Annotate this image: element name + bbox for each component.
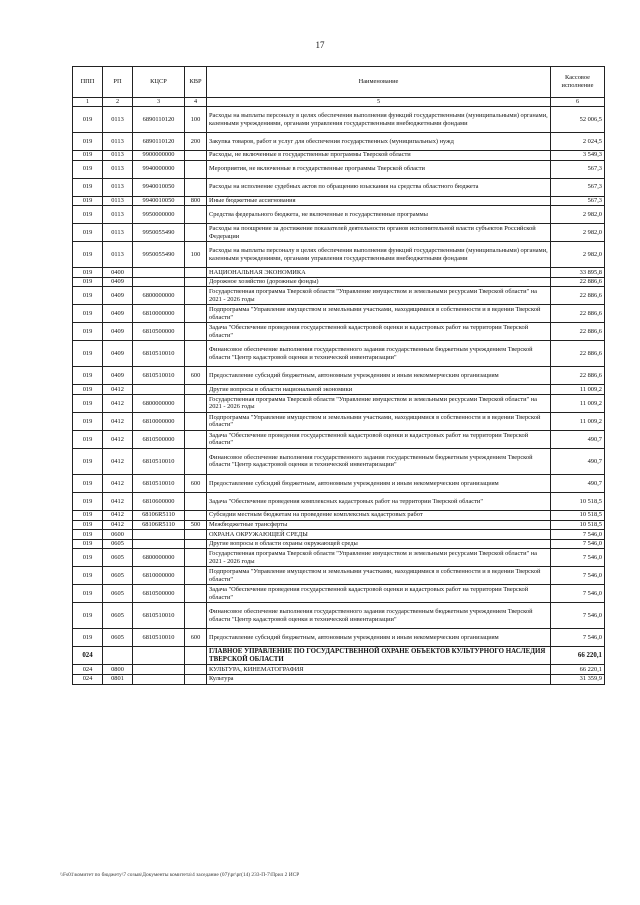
index-cell: 4 <box>185 98 207 107</box>
cell-name: Государственная программа Тверской области "Управление имуществом и земельными ресурсами Тверской области" на 2021 - 2026 годы <box>207 549 551 567</box>
cell-amount: 7 546,0 <box>551 539 605 549</box>
cell-kcsr: 6800000000 <box>133 287 185 305</box>
cell-kvr <box>185 665 207 675</box>
cell-ppp: 019 <box>73 549 103 567</box>
cell-kcsr: 68106R5110 <box>133 520 185 530</box>
cell-kvr <box>185 567 207 585</box>
cell-amount: 567,3 <box>551 196 605 206</box>
table-row <box>73 549 605 567</box>
table-row <box>73 160 605 178</box>
cell-ppp: 019 <box>73 520 103 530</box>
cell-amount: 2 982,0 <box>551 206 605 224</box>
cell-rp: 0412 <box>103 510 133 520</box>
cell-rp: 0412 <box>103 448 133 474</box>
cell-ppp: 019 <box>73 277 103 287</box>
cell-name: Финансовое обеспечение выполнения государственного задания государственным бюджетным учреждением Тверской области "Центр кадастровой оценки и технической инвентаризации" <box>207 603 551 629</box>
cell-name: Субсидии местным бюджетам на проведение комплексных кадастровых работ <box>207 510 551 520</box>
cell-kcsr: 9900000000 <box>133 151 185 161</box>
header-kcsr: КЦСР <box>133 67 185 98</box>
cell-kvr <box>185 341 207 367</box>
cell-ppp: 019 <box>73 629 103 647</box>
table-row <box>73 287 605 305</box>
cell-ppp: 019 <box>73 224 103 242</box>
cell-amount: 11 009,2 <box>551 394 605 412</box>
cell-kvr: 200 <box>185 133 207 151</box>
table-row <box>73 510 605 520</box>
cell-rp: 0412 <box>103 385 133 395</box>
cell-kvr: 100 <box>185 107 207 133</box>
cell-kvr <box>185 585 207 603</box>
cell-rp: 0605 <box>103 629 133 647</box>
cell-rp: 0412 <box>103 492 133 510</box>
cell-kcsr: 9950055490 <box>133 224 185 242</box>
cell-amount: 490,7 <box>551 448 605 474</box>
file-path-footer: \\Fs01\комитет по бюджету\7 созыв\Документы комитета\4 заседание (07)\pr\pr(14) 233-П-7\Прил 2 ИСР <box>60 872 300 878</box>
cell-rp: 0605 <box>103 585 133 603</box>
cell-ppp: 019 <box>73 492 103 510</box>
cell-kvr <box>185 385 207 395</box>
cell-amount: 7 546,0 <box>551 567 605 585</box>
cell-rp: 0412 <box>103 394 133 412</box>
cell-name: Средства федерального бюджета, не включенные в государственные программы <box>207 206 551 224</box>
table-row <box>73 394 605 412</box>
cell-ppp: 019 <box>73 341 103 367</box>
cell-kcsr: 6810510010 <box>133 341 185 367</box>
cell-ppp: 019 <box>73 603 103 629</box>
cell-kcsr: 6800000000 <box>133 394 185 412</box>
table-row <box>73 268 605 278</box>
table-row <box>73 520 605 530</box>
cell-amount: 10 518,5 <box>551 510 605 520</box>
cell-name: Подпрограмма "Управление имуществом и земельными участками, находящимися в собственности и в ведении Тверской области" <box>207 305 551 323</box>
index-cell: 3 <box>133 98 185 107</box>
index-cell: 1 <box>73 98 103 107</box>
cell-ppp: 024 <box>73 665 103 675</box>
cell-ppp: 019 <box>73 160 103 178</box>
cell-ppp: 019 <box>73 178 103 196</box>
cell-kvr <box>185 151 207 161</box>
cell-rp: 0409 <box>103 287 133 305</box>
cell-name: Подпрограмма "Управление имуществом и земельными участками, находящимися в собственности и в ведении Тверской области" <box>207 567 551 585</box>
cell-amount: 66 220,1 <box>551 665 605 675</box>
cell-kcsr: 6810000000 <box>133 305 185 323</box>
cell-name: Другие вопросы в области охраны окружающей среды <box>207 539 551 549</box>
cell-name: Финансовое обеспечение выполнения государственного задания государственным бюджетным учреждением Тверской области "Центр кадастровой оценки и технической инвентаризации" <box>207 448 551 474</box>
cell-amount: 22 886,6 <box>551 277 605 287</box>
cell-kcsr <box>133 647 185 665</box>
cell-kvr: 600 <box>185 629 207 647</box>
cell-ppp: 024 <box>73 674 103 684</box>
header-rp: РП <box>103 67 133 98</box>
table-row <box>73 539 605 549</box>
cell-amount: 22 886,6 <box>551 287 605 305</box>
cell-ppp: 019 <box>73 206 103 224</box>
table-row <box>73 107 605 133</box>
cell-amount: 7 546,0 <box>551 585 605 603</box>
cell-name: ГЛАВНОЕ УПРАВЛЕНИЕ ПО ГОСУДАРСТВЕННОЙ ОХРАНЕ ОБЪЕКТОВ КУЛЬТУРНОГО НАСЛЕДИЯ ТВЕРСКОЙ ОБЛАСТИ <box>207 647 551 665</box>
cell-kvr <box>185 412 207 430</box>
cell-amount: 2 024,5 <box>551 133 605 151</box>
cell-rp: 0801 <box>103 674 133 684</box>
table-row <box>73 224 605 242</box>
cell-amount: 3 549,3 <box>551 151 605 161</box>
cell-kcsr: 6810000000 <box>133 412 185 430</box>
cell-name: Подпрограмма "Управление имуществом и земельными участками, находящимися в собственности и в ведении Тверской области" <box>207 412 551 430</box>
cell-kcsr: 9940010050 <box>133 196 185 206</box>
cell-ppp: 019 <box>73 539 103 549</box>
cell-rp: 0605 <box>103 603 133 629</box>
cell-ppp: 019 <box>73 585 103 603</box>
table-row <box>73 178 605 196</box>
table-row <box>73 341 605 367</box>
table-row <box>73 412 605 430</box>
table-row <box>73 674 605 684</box>
cell-kcsr: 6810500000 <box>133 323 185 341</box>
cell-kvr <box>185 323 207 341</box>
cell-rp: 0605 <box>103 539 133 549</box>
cell-rp: 0605 <box>103 567 133 585</box>
cell-kvr <box>185 647 207 665</box>
budget-execution-table <box>72 66 605 685</box>
cell-rp: 0600 <box>103 530 133 540</box>
table-row <box>73 385 605 395</box>
cell-ppp: 019 <box>73 107 103 133</box>
cell-name: Иные бюджетные ассигнования <box>207 196 551 206</box>
table-row <box>73 474 605 492</box>
table-row <box>73 567 605 585</box>
cell-amount: 22 886,6 <box>551 341 605 367</box>
cell-rp: 0113 <box>103 206 133 224</box>
cell-amount: 490,7 <box>551 474 605 492</box>
cell-rp: 0409 <box>103 341 133 367</box>
cell-kcsr <box>133 385 185 395</box>
cell-amount: 7 546,0 <box>551 603 605 629</box>
cell-kcsr: 6890110120 <box>133 133 185 151</box>
table-row <box>73 448 605 474</box>
cell-name: Предоставление субсидий бюджетным, автономным учреждениям и иным некоммерческим организациям <box>207 629 551 647</box>
cell-name: Дорожное хозяйство (дорожные фонды) <box>207 277 551 287</box>
cell-ppp: 019 <box>73 474 103 492</box>
header-name: Наименование <box>207 67 551 98</box>
cell-name: Задача "Обеспечение проведения государственной кадастровой оценки и кадастровых работ на территории Тверской области" <box>207 430 551 448</box>
cell-ppp: 019 <box>73 287 103 305</box>
cell-kcsr: 6890110120 <box>133 107 185 133</box>
cell-kcsr <box>133 539 185 549</box>
cell-ppp: 019 <box>73 367 103 385</box>
cell-rp: 0113 <box>103 196 133 206</box>
cell-kvr <box>185 603 207 629</box>
index-cell: 6 <box>551 98 605 107</box>
cell-rp: 0412 <box>103 474 133 492</box>
cell-rp: 0409 <box>103 323 133 341</box>
cell-name: Закупка товаров, работ и услуг для обеспечения государственных (муниципальных) нужд <box>207 133 551 151</box>
header-amount: Кассовое исполнение <box>551 67 605 98</box>
cell-kvr <box>185 430 207 448</box>
cell-amount: 490,7 <box>551 430 605 448</box>
page-number: 17 <box>315 40 325 50</box>
cell-ppp: 019 <box>73 242 103 268</box>
table-row <box>73 151 605 161</box>
cell-kvr: 500 <box>185 520 207 530</box>
cell-kvr <box>185 394 207 412</box>
cell-rp: 0400 <box>103 268 133 278</box>
cell-kcsr: 6810510010 <box>133 367 185 385</box>
cell-name: Расходы на поощрение за достижение показателей деятельности органов исполнительной власти субъектов Российской Федерации <box>207 224 551 242</box>
cell-kvr <box>185 549 207 567</box>
table-row <box>73 277 605 287</box>
cell-rp: 0409 <box>103 277 133 287</box>
cell-ppp: 019 <box>73 133 103 151</box>
cell-rp: 0409 <box>103 305 133 323</box>
cell-kcsr: 6810600000 <box>133 492 185 510</box>
cell-kvr <box>185 510 207 520</box>
cell-rp: 0412 <box>103 412 133 430</box>
cell-ppp: 019 <box>73 196 103 206</box>
table-row <box>73 629 605 647</box>
cell-rp: 0409 <box>103 367 133 385</box>
cell-kcsr: 9950000000 <box>133 206 185 224</box>
cell-rp: 0800 <box>103 665 133 675</box>
cell-kcsr: 6810510010 <box>133 603 185 629</box>
table-row <box>73 665 605 675</box>
cell-amount: 31 359,9 <box>551 674 605 684</box>
table-row <box>73 530 605 540</box>
cell-amount: 10 518,5 <box>551 492 605 510</box>
table-row <box>73 430 605 448</box>
cell-amount: 22 886,6 <box>551 323 605 341</box>
cell-name: ОХРАНА ОКРУЖАЮЩЕЙ СРЕДЫ <box>207 530 551 540</box>
cell-name: Межбюджетные трансферты <box>207 520 551 530</box>
index-cell: 5 <box>207 98 551 107</box>
cell-name: КУЛЬТУРА, КИНЕМАТОГРАФИЯ <box>207 665 551 675</box>
cell-kcsr: 6810000000 <box>133 567 185 585</box>
cell-name: Государственная программа Тверской области "Управление имуществом и земельными ресурсами Тверской области" на 2021 - 2026 годы <box>207 287 551 305</box>
cell-kcsr <box>133 674 185 684</box>
cell-rp: 0113 <box>103 151 133 161</box>
cell-kcsr: 6800000000 <box>133 549 185 567</box>
cell-kvr <box>185 448 207 474</box>
header-ppp: ППП <box>73 67 103 98</box>
cell-kcsr: 6810500000 <box>133 585 185 603</box>
cell-ppp: 019 <box>73 151 103 161</box>
cell-name: Расходы на выплаты персоналу в целях обеспечения выполнения функций государственными (муниципальными) органами, казенными учреждениями, органами управления государственными внебюджетными фондами <box>207 107 551 133</box>
cell-kvr <box>185 160 207 178</box>
cell-name: Государственная программа Тверской области "Управление имуществом и земельными ресурсами Тверской области" на 2021 - 2026 годы <box>207 394 551 412</box>
cell-kvr <box>185 530 207 540</box>
cell-kcsr: 68106R5110 <box>133 510 185 520</box>
cell-rp: 0412 <box>103 430 133 448</box>
cell-name: Культура <box>207 674 551 684</box>
cell-kvr <box>185 674 207 684</box>
cell-amount: 2 982,0 <box>551 242 605 268</box>
cell-ppp: 019 <box>73 530 103 540</box>
cell-amount: 7 546,0 <box>551 530 605 540</box>
cell-kvr <box>185 206 207 224</box>
cell-name: Другие вопросы в области национальной экономики <box>207 385 551 395</box>
cell-ppp: 019 <box>73 268 103 278</box>
cell-ppp: 019 <box>73 305 103 323</box>
cell-kvr: 600 <box>185 367 207 385</box>
cell-amount: 567,3 <box>551 178 605 196</box>
cell-kcsr: 6810510010 <box>133 629 185 647</box>
cell-ppp: 019 <box>73 385 103 395</box>
table-row <box>73 242 605 268</box>
cell-amount: 7 546,0 <box>551 549 605 567</box>
cell-amount: 66 220,1 <box>551 647 605 665</box>
cell-kvr <box>185 178 207 196</box>
table-row <box>73 647 605 665</box>
cell-kvr <box>185 287 207 305</box>
cell-name: Расходы, не включенные в государственные программы Тверской области <box>207 151 551 161</box>
cell-amount: 10 518,5 <box>551 520 605 530</box>
cell-name: Финансовое обеспечение выполнения государственного задания государственным бюджетным учреждением Тверской области "Центр кадастровой оценки и технической инвентаризации" <box>207 341 551 367</box>
cell-name: Задача "Обеспечение проведения государственной кадастровой оценки и кадастровых работ на территории Тверской области" <box>207 585 551 603</box>
cell-kcsr: 9940000000 <box>133 160 185 178</box>
cell-ppp: 024 <box>73 647 103 665</box>
cell-kcsr <box>133 277 185 287</box>
cell-ppp: 019 <box>73 448 103 474</box>
cell-kcsr: 9950055490 <box>133 242 185 268</box>
cell-kcsr: 6810510010 <box>133 474 185 492</box>
table-row <box>73 196 605 206</box>
cell-kvr <box>185 305 207 323</box>
table-row <box>73 603 605 629</box>
cell-kcsr: 6810510010 <box>133 448 185 474</box>
header-kvr: КВР <box>185 67 207 98</box>
cell-ppp: 019 <box>73 430 103 448</box>
cell-name: Предоставление субсидий бюджетным, автономным учреждениям и иным некоммерческим организациям <box>207 474 551 492</box>
cell-rp: 0605 <box>103 549 133 567</box>
cell-rp: 0113 <box>103 224 133 242</box>
cell-kvr: 600 <box>185 474 207 492</box>
column-index-row <box>73 98 605 107</box>
cell-kcsr <box>133 268 185 278</box>
table-row <box>73 367 605 385</box>
cell-name: Задача "Обеспечение проведения комплексных кадастровых работ на территории Тверской области" <box>207 492 551 510</box>
cell-rp: 0113 <box>103 107 133 133</box>
cell-amount: 7 546,0 <box>551 629 605 647</box>
cell-rp: 0412 <box>103 520 133 530</box>
cell-amount: 567,3 <box>551 160 605 178</box>
index-cell: 2 <box>103 98 133 107</box>
cell-kvr <box>185 492 207 510</box>
cell-kvr <box>185 268 207 278</box>
cell-name: Мероприятия, не включенные в государственные программы Тверской области <box>207 160 551 178</box>
cell-amount: 22 886,6 <box>551 305 605 323</box>
cell-rp: 0113 <box>103 178 133 196</box>
cell-amount: 22 886,6 <box>551 367 605 385</box>
cell-amount: 2 982,0 <box>551 224 605 242</box>
cell-name: НАЦИОНАЛЬНАЯ ЭКОНОМИКА <box>207 268 551 278</box>
cell-amount: 52 006,5 <box>551 107 605 133</box>
cell-name: Предоставление субсидий бюджетным, автономным учреждениям и иным некоммерческим организациям <box>207 367 551 385</box>
table-header-row <box>73 67 605 98</box>
cell-kvr <box>185 277 207 287</box>
cell-rp: 0113 <box>103 160 133 178</box>
cell-name: Задача "Обеспечение проведения государственной кадастровой оценки и кадастровых работ на территории Тверской области" <box>207 323 551 341</box>
cell-kvr <box>185 224 207 242</box>
cell-ppp: 019 <box>73 412 103 430</box>
cell-kcsr: 9940010050 <box>133 178 185 196</box>
cell-ppp: 019 <box>73 510 103 520</box>
table-row <box>73 305 605 323</box>
cell-kvr: 100 <box>185 242 207 268</box>
cell-ppp: 019 <box>73 323 103 341</box>
table-row <box>73 492 605 510</box>
cell-name: Расходы на исполнение судебных актов по обращению взыскания на средства областного бюджета <box>207 178 551 196</box>
cell-rp: 0113 <box>103 242 133 268</box>
cell-rp <box>103 647 133 665</box>
table-body <box>73 107 605 685</box>
cell-kcsr <box>133 530 185 540</box>
cell-amount: 11 009,2 <box>551 412 605 430</box>
table-row <box>73 323 605 341</box>
cell-amount: 11 009,2 <box>551 385 605 395</box>
cell-amount: 33 895,8 <box>551 268 605 278</box>
table-row <box>73 206 605 224</box>
cell-kcsr: 6810500000 <box>133 430 185 448</box>
cell-rp: 0113 <box>103 133 133 151</box>
table-row <box>73 133 605 151</box>
cell-ppp: 019 <box>73 567 103 585</box>
cell-ppp: 019 <box>73 394 103 412</box>
table-row <box>73 585 605 603</box>
cell-kvr <box>185 539 207 549</box>
cell-kvr: 800 <box>185 196 207 206</box>
cell-name: Расходы на выплаты персоналу в целях обеспечения выполнения функций государственными (муниципальными) органами, казенными учреждениями, органами управления государственными внебюджетными фондами <box>207 242 551 268</box>
cell-kcsr <box>133 665 185 675</box>
